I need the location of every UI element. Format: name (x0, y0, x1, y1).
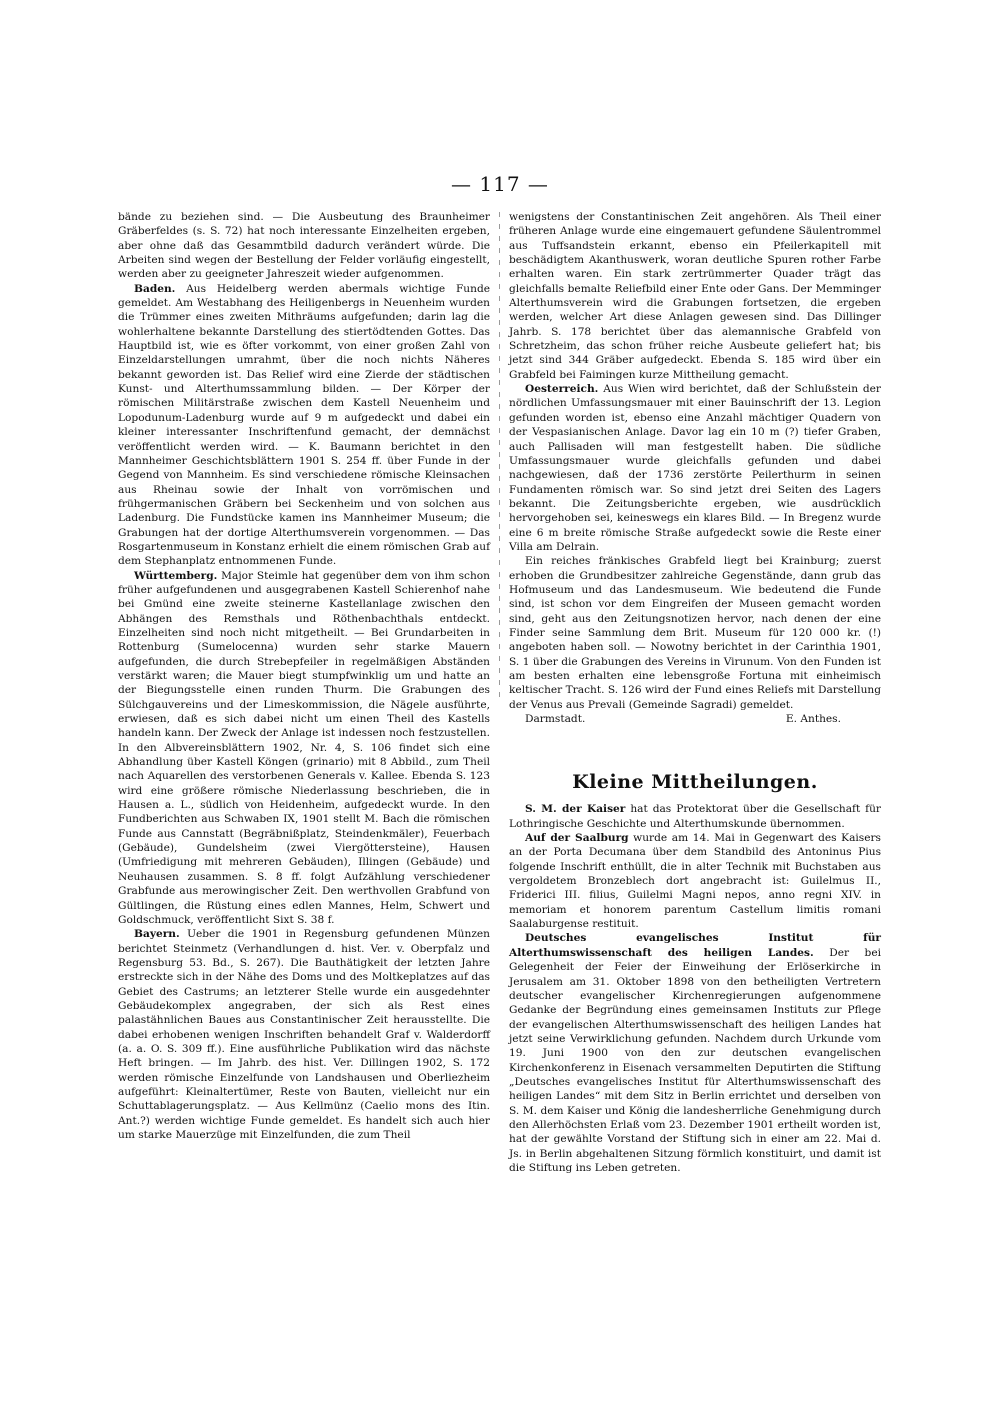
paragraph-saalburg (509, 831, 881, 931)
heading-kaiser: S. M. der Kaiser (525, 803, 626, 816)
paragraph-bayern (118, 927, 490, 1142)
text-bayern: Ueber die 1901 in Regensburg gefundenen Münzen berichtet Steinmetz (Verhandlungen d. hist. Ver. v. Oberpfalz und Regensburg 53. Bd., S. 267). Die Bauthätigkeit der letzten Jahre erstreckte sich in der Nähe des Doms und des Moltkeplatzes auf das Gebiet des Castrums; an letzterer Stelle wurde ein ausgedehnter Gebäudekomplex angegraben, der sich als Rest eines palastähnlichen Baues aus Constantinischer Zeit herausstellte. Die dabei erhobenen wenigen Inschriften behandelt Graf v. Walderdorff (a. a. O. S. 309 ff.). Eine ausführliche Publikation wird das nächste Heft bringen. — Im Jahrb. des hist. Ver. Dillingen 1902, S. 172 werden römische Einzelfunde von Landshausen und Oberliezheim aufgeführt: Kleinaltertümer, Reste von Bauten, vielleicht nur ein Schuttablagerungsplatz. — Aus Kellmünz (Caelio mons des Itin. Ant.?) werden wichtige Funde gemeldet. Es handelt sich auch hier um starke Mauerzüge mit Einzelfunden, die zum Theil (118, 928, 490, 1141)
heading-baden: Baden. (134, 282, 176, 295)
paragraph-intro: bände zu beziehen sind. — Die Ausbeutung des Braunheimer Gräberfeldes (s. S. 72) hat noch interessante Einzelheiten ergeben, aber ohne daß das Gesammtbild dadurch verändert würde. Die Arbeiten sind wegen der Bestellung der Felder vorläufig eingestellt, werden aber zu geeigneter Jahreszeit wieder aufgenommen. (118, 211, 490, 281)
column-separator (499, 212, 500, 702)
paragraph-kaiser (509, 802, 881, 831)
right-column (509, 210, 881, 1175)
paragraph-baden (118, 282, 490, 569)
heading-institut: Deutsches evangelisches Institut für Alterthumswissenschaft des heiligen Landes. (509, 932, 881, 959)
text-baden: Aus Heidelberg werden abermals wichtige Funde gemeldet. Am Westabhang des Heiligenbergs in Neuenheim wurden die Trümmer eines zweiten Mithräums aufgefunden; darin lag die wohlerhaltene bekannte Darstellung des stiertödtenden Gottes. Das Hauptbild ist, wie es öfter vorkommt, von einer großen Zahl von Einzeldarstellungen umrahmt, über die noch nichts Näheres bekannt geworden ist. Das Relief wird eine Zierde der städtischen Kunst- und Alterthumssammlung bilden. — Der Körper der römischen Militärstraße zwischen dem Kastell Neuenheim und Lopodunum-Ladenburg wurde auf 9 m aufgedeckt und dabei ein kleiner interessanter Inschriftenfund gemacht, der demnächst veröffentlicht werden wird. — K. Baumann berichtet in den Mannheimer Geschichtsblättern 1901 S. 254 ff. über Funde in der Gegend von Mannheim. Es sind verschiedene römische Kleinsachen aus Rheinau sowie der Inhalt von vorrömischen und frühgermanischen Gräbern bei Seckenheim und von solchen aus Ladenburg. Die Fundstücke kamen ins Mannheimer Museum; die Grabungen hat der dortige Alterthumsverein vorgenommen. — Das Rosgartenmuseum in Konstanz erhielt die einem römischen Grab auf dem Stephanplatz entnommenen Funde. (118, 282, 490, 568)
signature-line (509, 712, 881, 726)
signature-place: Darmstadt. (525, 713, 586, 726)
paragraph-continued: wenigstens der Constantinischen Zeit angehören. Als Theil einer früheren Anlage wurde eine eingemauert gefundene Säulentrommel aus Tuffsandstein erkannt, ebenso ein Pfeilerkapitell mit beschädigtem Akanthuswerk, woran deutliche Spuren rother Farbe erhalten waren. Ein stark zertrümmerter Quader trägt das gleichfalls bemalte Reliefbild einer Ente oder Gans. Der Memminger Alterthumsverein wird die Grabungen fortsetzen, die ergeben werden, welcher Art diese Anlagen gewesen sind. Das Dillinger Jahrb. S. 178 berichtet über das alemannische Grabfeld von Schretzheim, das schon früher reiche Ausbeute geliefert hat; bis jetzt sind 344 Gräber aufgedeckt. Ebenda S. 185 wird über ein Grabfeld bei Faimingen kurze Mittheilung gemacht. (509, 211, 881, 381)
signature-author: E. Anthes. (785, 713, 841, 726)
paragraph-institut (509, 931, 881, 1175)
heading-oesterreich: Oesterreich. (525, 383, 599, 396)
text-oesterreich: Aus Wien wird berichtet, daß der Schlußstein der nördlichen Umfassungsmauer mit einer Bauinschrift der 13. Legion gefunden worden ist, ebenso eine Anzahl mächtiger Quadern von der Vespasianischen Anlage. Davor lag ein 10 m (?) tiefer Graben, auch Pallisaden will man festgestellt haben. Die südliche Umfassungsmauer wurde gleichfalls gefunden und dabei nachgewiesen, daß der 1736 zerstörte Peilerthurm in seinen Fundamenten römisch war. So sind jetzt drei Seiten des Lagers bekannt. Die Zeitungsberichte ergeben, wie ausdrücklich hervorgehoben sei, keineswegs ein klares Bild. — In Bregenz wurde eine 6 m breite römische Straße aufgedeckt sowie die Reste einer Villa am Delrain. (509, 383, 881, 553)
paragraph-krainburg: Ein reiches fränkisches Grabfeld liegt bei Krainburg; zuerst erhoben die Grundbesitzer zahlreiche Gegenstände, dann grub das Hofmuseum und das Landesmuseum. Wie bedeutend die Funde sind, ist schon vor dem Eingreifen der Museen gemacht worden sind, geht aus den Zeitungsnotizen hervor, nach denen der eine Finder seine Sammlung dem Brit. Museum für 120 000 kr. (!) angeboten haben soll. — Nowotny berichtet in der Carinthia 1901, S. 1 über die Grabungen des Vereins in Virunum. Von den Funden ist am besten erhalten eine lebensgroße Fortuna mit einheimisch keltischer Tracht. S. 126 wird der Fund eines Reliefs mit Darstellung der Venus aus Prevali (Gemeinde Sagradi) gemeldet. (509, 555, 881, 711)
section-title: Kleine Mittheilungen. (572, 771, 818, 794)
paragraph-wuerttemberg (118, 569, 490, 928)
page-number: — 117 — (451, 172, 549, 196)
text-institut: Der bei Gelegenheit der Feier der Einweihung der Erlöserkirche in Jerusalem am 31. Oktober 1898 von den betheiligten Vertretern deutscher evangelischer Kirchenregierungen aufgenommene Gedanke der Begründung eines gemeinsamen Instituts zur Pflege der evangelischen Alterthumswissenschaft des heiligen Landes hat jetzt seine Verwirklichung gefunden. Nachdem durch Urkunde vom 19. Juni 1900 von den zur deutschen evangelischen Kirchenkonferenz in Eisenach versammelten Deputirten die Stiftung „Deutsches evangelisches Institut für Alterthumswissenschaft des heiligen Landes“ mit dem Sitz in Berlin errichtet und derselben von S. M. dem Kaiser und König die landesherrliche Genehmigung durch den Allerhöchsten Erlaß vom 23. Dezember 1901 ertheilt worden ist, hat der gewählte Vorstand der Stiftung sich in einer am 22. Mai d. Js. in Berlin abgehaltenen Sitzung förmlich konstituirt, und damit ist die Stiftung ins Leben getreten. (509, 946, 881, 1174)
heading-wuerttemberg: Württemberg. (134, 569, 218, 582)
heading-saalburg: Auf der Saalburg (525, 832, 629, 845)
left-column (118, 210, 490, 1142)
paragraph-oesterreich (509, 382, 881, 554)
text-kaiser: hat das Protektorat über die Gesellschaft für Lothringische Geschichte und Alterthumskunde übernommen. (509, 803, 881, 830)
text-wuerttemberg: Major Steimle hat gegenüber dem von ihm schon früher aufgefundenen und ausgegrabenen Kastell Schierenhof nahe bei Gmünd eine zweite steinerne Kastellanlage zwischen den Abhängen des Remsthals und Röthenbachthals entdeckt. Einzelheiten sind noch nicht mitgetheilt. — Bei Grundarbeiten in Rottenburg (Sumelocenna) wurden sehr starke Mauern aufgefunden, die durch Strebepfeiler in regelmäßigen Abständen verstärkt waren; die Mauer biegt stumpfwinklig um und hatte an der Biegungsstelle einen runden Thurm. Die Grabungen des Sülchgauvereins und der Limeskommission, die Nägele ausführte, erwiesen, daß es sich dabei nicht um einen Theil des Kastells handeln kann. Der Zweck der Anlage ist indessen noch festzustellen. In den Albvereinsblättern 1902, Nr. 4, S. 106 findet sich eine Abhandlung über Kastell Köngen (grinario) mit 8 Abbild., zum Theil nach Aquarellen des verstorbenen Generals v. Kallee. Ebenda S. 123 wird eine größere römische Niederlassung beschrieben, die in Hausen a. L., südlich von Heidenheim, aufgedeckt wurde. In den Fundberichten aus Schwaben IX, 1901 stellt M. Bach die römischen Funde aus Cannstatt (Begräbnißplatz, Steindenkmäler), Feuerbach (Gebäude), Gundelsheim (zwei Viergöttersteine), Hausen (Umfriedigung mit mehreren Gebäuden), Illingen (Gebäude) und Neuhausen zusammen. S. 8 ff. folgt Aufzählung verschiedener Grabfunde aus merowingischer Zeit. Den werthvollen Grabfund von Gültlingen, die Rüstung eines edlen Mannes, Helm, Schwert und Goldschmuck, veröffentlicht Sixt S. 38 f. (118, 569, 490, 926)
heading-bayern: Bayern. (134, 928, 180, 941)
text-saalburg: wurde am 14. Mai in Gegenwart des Kaisers an der Porta Decumana über dem Standbild des Antoninus Pius folgende Inschrift enthüllt, die in alter Technik mit Buchstaben aus vergoldetem Bronzeblech dort angebracht ist: Guilelmus II., Friderici III. filius, Guilelmi Magni nepos, anno regni XIV. in memoriam et honorem parentum Castellum limitis romani Saalaburgense restituit. (509, 832, 881, 931)
